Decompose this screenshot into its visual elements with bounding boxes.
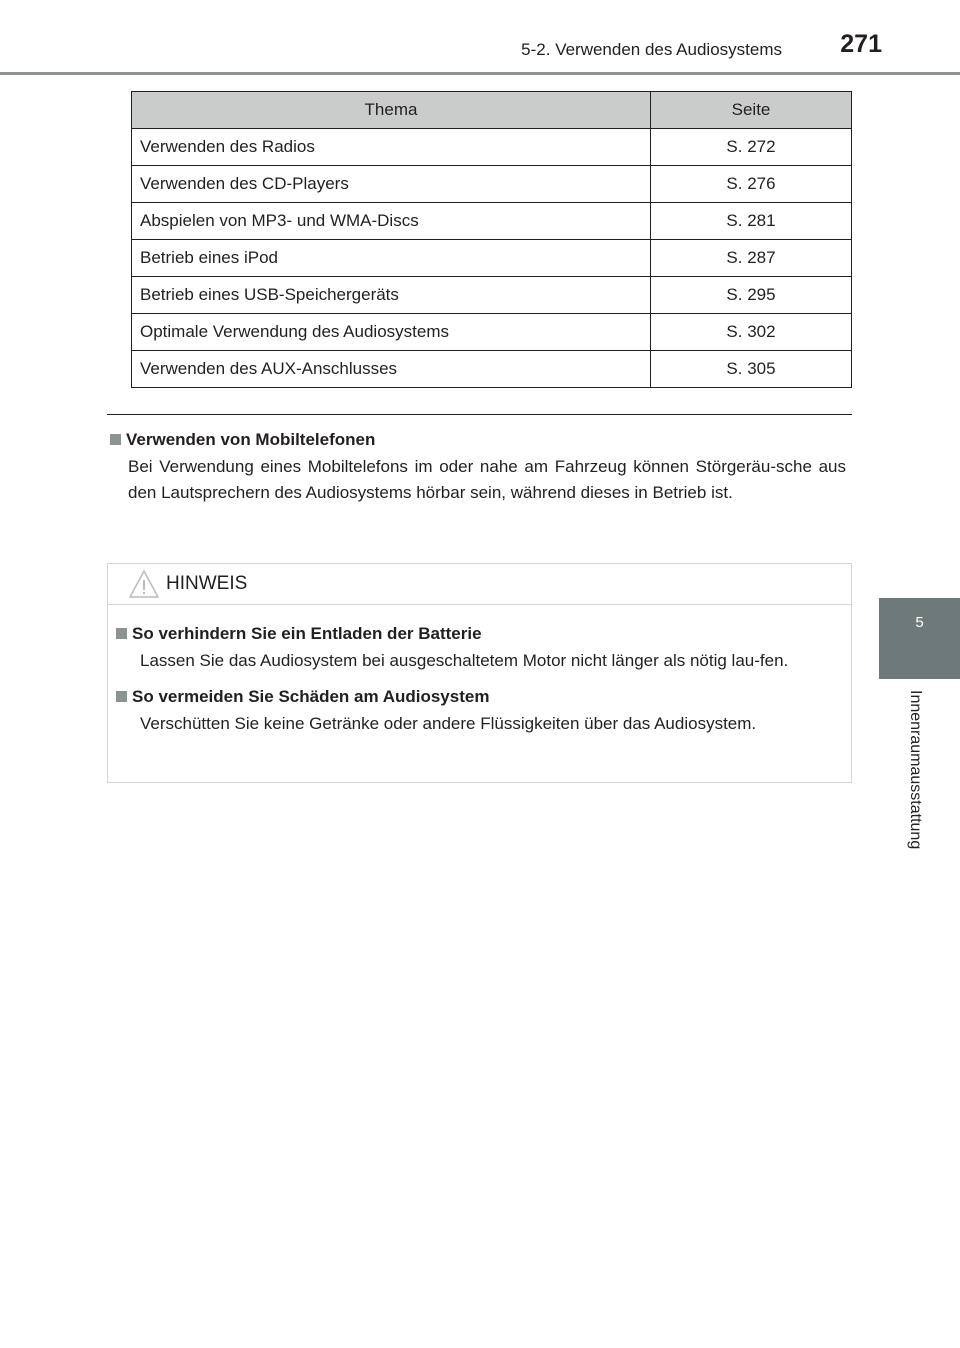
column-header-seite: Seite [651,92,852,129]
topic-cell: Verwenden des CD-Players [132,166,651,203]
table-row [132,351,852,388]
header-divider [0,72,960,75]
chapter-tab: 5 [879,598,960,679]
topic-cell: Verwenden des Radios [132,129,651,166]
square-bullet-icon [116,628,127,639]
section-body: Bei Verwendung eines Mobiltelefons im oder nahe am Fahrzeug können Störgeräu-sche aus den Lautsprechern des Audiosystems hörbar sein, während dieses in Betrieb ist. [128,457,846,502]
table-row [132,203,852,240]
mobile-phone-section [110,430,846,506]
notice-item-title: So vermeiden Sie Schäden am Audiosystem [132,687,490,706]
page-ref-cell: S. 276 [651,166,852,203]
topic-cell: Betrieb eines USB-Speichergeräts [132,277,651,314]
chapter-label [876,690,946,880]
topic-cell: Optimale Verwendung des Audiosystems [132,314,651,351]
notice-box [107,563,852,783]
page-ref-cell: S. 281 [651,203,852,240]
table-row [132,129,852,166]
section-header: 5-2. Verwenden des Audiosystems [521,40,782,59]
notice-item-text: Lassen Sie das Audiosystem bei ausgeschaltetem Motor nicht länger als nötig lau-fen. [140,651,789,670]
topic-cell: Verwenden des AUX-Anschlusses [132,351,651,388]
notice-item-text: Verschütten Sie keine Getränke oder andere Flüssigkeiten über das Audiosystem. [140,714,757,733]
table-row [132,240,852,277]
page-ref-cell: S. 287 [651,240,852,277]
square-bullet-icon [110,434,121,445]
page-ref-cell: S. 295 [651,277,852,314]
notice-item-heading [116,687,851,707]
chapter-label-text: Innenraumausstattung [907,690,924,850]
page-ref-cell: S. 272 [651,129,852,166]
notice-label: HINWEIS [166,573,248,594]
notice-item [116,624,851,674]
notice-header [108,564,851,605]
table-row [132,277,852,314]
page-ref-cell: S. 305 [651,351,852,388]
page-ref-cell: S. 302 [651,314,852,351]
table-header-row [132,92,852,129]
table-row [132,166,852,203]
square-bullet-icon [116,691,127,702]
column-header-thema: Thema [132,92,651,129]
section-heading [110,430,846,450]
section-divider [107,414,852,415]
notice-item [116,687,851,737]
topic-cell: Abspielen von MP3- und WMA-Discs [132,203,651,240]
topic-cell: Betrieb eines iPod [132,240,651,277]
notice-item-heading [116,624,851,644]
table-row [132,314,852,351]
notice-item-title: So verhindern Sie ein Entladen der Batterie [132,624,482,643]
page-number: 271 [840,30,882,58]
warning-triangle-icon [128,568,160,600]
section-heading-text: Verwenden von Mobiltelefonen [126,430,376,449]
topic-table [131,91,852,388]
